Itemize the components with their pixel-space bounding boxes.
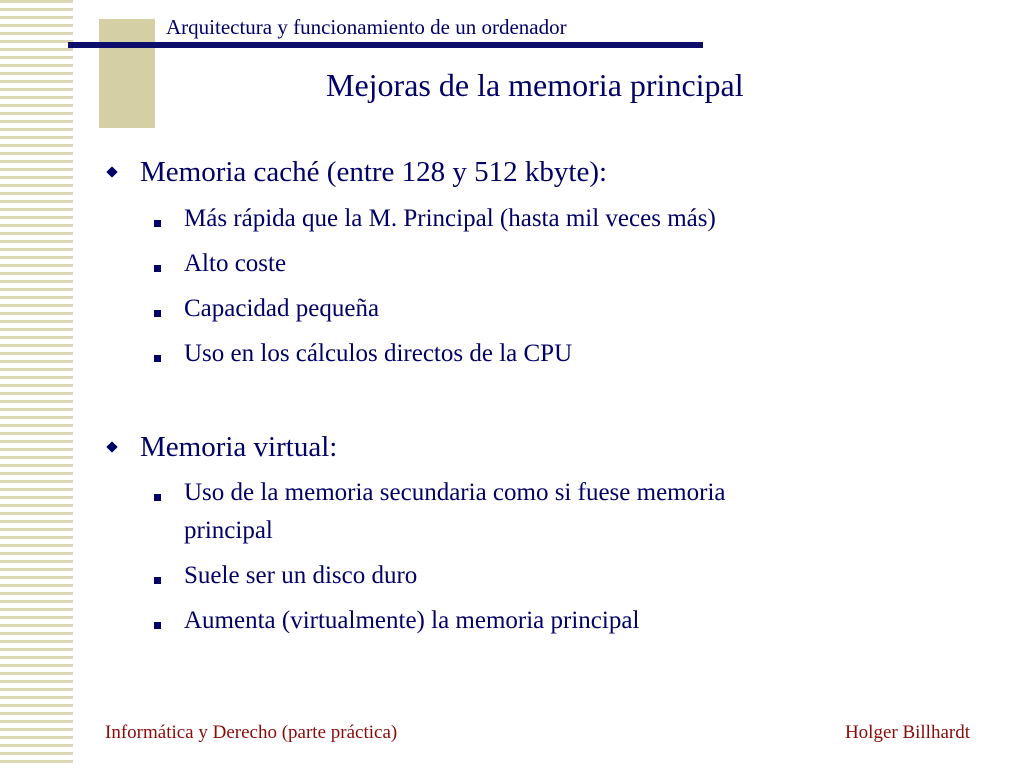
square-bullet-icon xyxy=(154,494,161,501)
square-bullet-icon xyxy=(154,220,161,227)
sub-bullet-item: Alto coste xyxy=(184,250,287,277)
bullet-item: Memoria caché (entre 128 y 512 kbyte): xyxy=(140,156,608,188)
sub-bullet-item-continuation: principal xyxy=(184,517,273,544)
section-title: Arquitectura y funcionamiento de un ordenador xyxy=(166,15,567,39)
sub-bullet-item: Suele ser un disco duro xyxy=(184,562,418,589)
footer-left: Informática y Derecho (parte práctica) xyxy=(105,722,398,743)
square-bullet-icon xyxy=(154,355,161,362)
sub-bullet-item: Más rápida que la M. Principal (hasta mil veces más) xyxy=(184,205,716,232)
sub-bullet-item: Capacidad pequeña xyxy=(184,295,380,322)
diamond-bullet-icon xyxy=(106,166,117,177)
square-bullet-icon xyxy=(154,265,161,272)
square-bullet-icon xyxy=(154,310,161,317)
sub-bullet-item: Uso de la memoria secundaria como si fuese memoria xyxy=(184,479,726,506)
footer-right: Holger Billhardt xyxy=(844,722,970,743)
slide-title: Mejoras de la memoria principal xyxy=(326,67,744,103)
sub-bullet-item: Aumenta (virtualmente) la memoria principal xyxy=(184,607,640,634)
square-bullet-icon xyxy=(154,577,161,584)
diamond-bullet-icon xyxy=(106,441,117,452)
square-bullet-icon xyxy=(154,622,161,629)
sub-bullet-item: Uso en los cálculos directos de la CPU xyxy=(184,340,573,367)
bullet-item: Memoria virtual: xyxy=(140,431,338,463)
